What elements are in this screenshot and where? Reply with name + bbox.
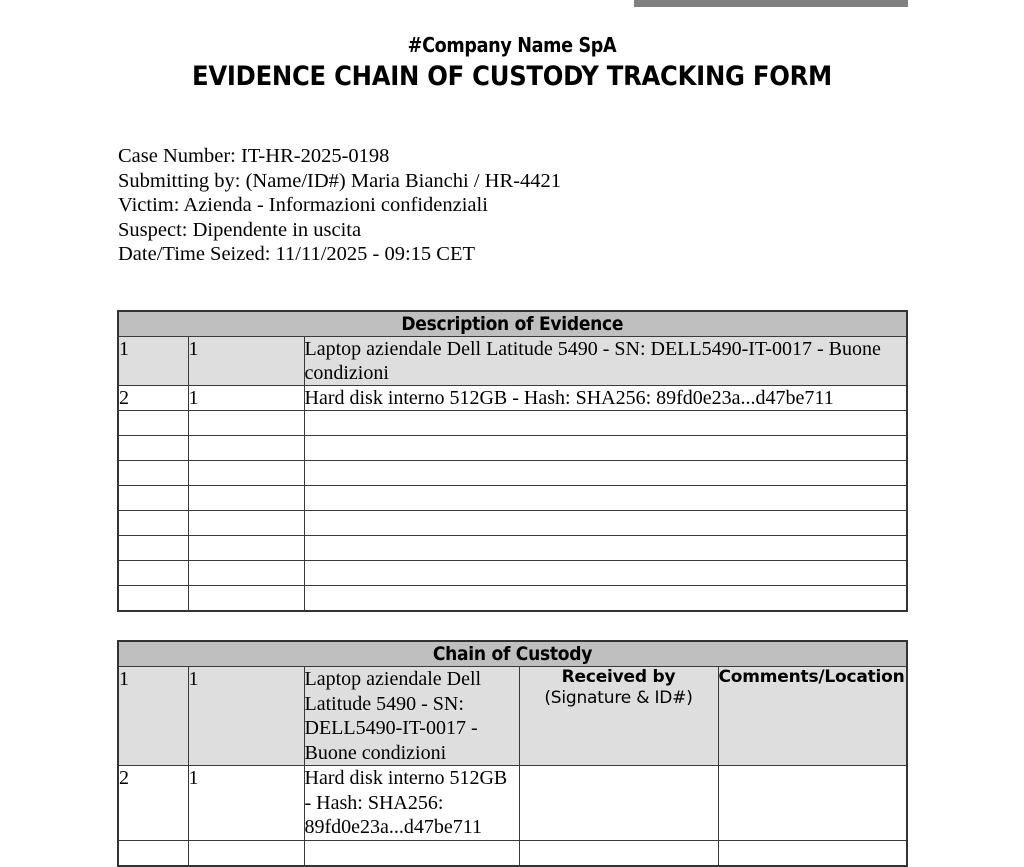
custody-received-by (519, 766, 718, 841)
empty-cell (188, 586, 304, 612)
evidence-item-number: 2 (118, 386, 188, 411)
table-row-empty (118, 561, 907, 586)
custody-quantity: 1 (188, 667, 304, 766)
evidence-table-title (118, 311, 907, 337)
table-row (118, 766, 907, 841)
victim: Victim: Azienda - Informazioni confidenziali (118, 194, 488, 216)
empty-cell (304, 561, 907, 586)
empty-cell (118, 486, 188, 511)
empty-cell (188, 511, 304, 536)
empty-cell (118, 536, 188, 561)
custody-comments-header (718, 667, 907, 766)
document-header (0, 33, 1024, 94)
table-title-row (118, 641, 907, 667)
case-number: Case Number: IT-HR-2025-0198 (118, 145, 390, 167)
evidence-description: Laptop aziendale Dell Latitude 5490 - SN: DELL5490-IT-0017 - Buone condizioni (304, 337, 907, 386)
empty-cell (188, 411, 304, 436)
page-title: EVIDENCE CHAIN OF CUSTODY TRACKING FORM (192, 61, 832, 92)
table-row (118, 386, 907, 411)
custody-received-by-header (519, 667, 718, 766)
case-info-block (118, 144, 561, 267)
empty-cell (304, 840, 519, 866)
custody-item-number: 2 (118, 766, 188, 841)
date-time-seized: Date/Time Seized: 11/11/2025 - 09:15 CET (118, 243, 476, 265)
custody-description: Hard disk interno 512GB - Hash: SHA256: 89fd0e23a...d47be711 (304, 766, 519, 841)
custody-table-title-text: Chain of Custody (432, 643, 593, 665)
table-row-empty (118, 586, 907, 612)
company-name: #Company Name SpA (407, 33, 617, 57)
received-by-label: Received by (561, 667, 676, 687)
scan-artifact-bar (634, 0, 908, 7)
submitting-by: Submitting by: (Name/ID#) Maria Bianchi / HR-4421 (118, 169, 561, 192)
empty-cell (118, 561, 188, 586)
empty-cell (188, 840, 304, 866)
suspect: Suspect: Dipendente in uscita (118, 218, 362, 241)
custody-comments (718, 766, 907, 841)
empty-cell (304, 511, 907, 536)
table-row-empty (118, 461, 907, 486)
evidence-quantity: 1 (188, 337, 304, 386)
empty-cell (118, 511, 188, 536)
empty-cell (304, 461, 907, 486)
table-row-empty (118, 486, 907, 511)
chain-of-custody-table (117, 640, 908, 867)
table-row-empty (118, 436, 907, 461)
table-title-row (118, 311, 907, 337)
table-row-empty (118, 411, 907, 436)
empty-cell (519, 840, 718, 866)
evidence-description: Hard disk interno 512GB - Hash: SHA256: 89fd0e23a...d47be711 (304, 386, 907, 411)
empty-cell (188, 486, 304, 511)
table-row (118, 667, 907, 766)
empty-cell (118, 840, 188, 866)
empty-cell (188, 536, 304, 561)
empty-cell (118, 586, 188, 612)
table-row-empty (118, 536, 907, 561)
empty-cell (304, 536, 907, 561)
empty-cell (118, 411, 188, 436)
empty-cell (188, 461, 304, 486)
evidence-table (117, 310, 908, 612)
custody-description: Laptop aziendale Dell Latitude 5490 - SN: DELL5490-IT-0017 - Buone condizioni (304, 667, 519, 766)
empty-cell (304, 411, 907, 436)
comments-location-label: Comments/Location (718, 667, 905, 687)
custody-item-number: 1 (118, 667, 188, 766)
empty-cell (188, 436, 304, 461)
empty-cell (718, 840, 907, 866)
empty-cell (304, 486, 907, 511)
custody-table-title (118, 641, 907, 667)
evidence-item-number: 1 (118, 337, 188, 386)
empty-cell (118, 436, 188, 461)
table-row-empty (118, 840, 907, 866)
empty-cell (304, 586, 907, 612)
evidence-quantity: 1 (188, 386, 304, 411)
table-row-empty (118, 511, 907, 536)
evidence-table-title-text: Description of Evidence (401, 313, 624, 335)
table-row (118, 337, 907, 386)
custody-quantity: 1 (188, 766, 304, 841)
empty-cell (188, 561, 304, 586)
empty-cell (304, 436, 907, 461)
received-by-sublabel: (Signature & ID#) (544, 688, 693, 708)
empty-cell (118, 461, 188, 486)
